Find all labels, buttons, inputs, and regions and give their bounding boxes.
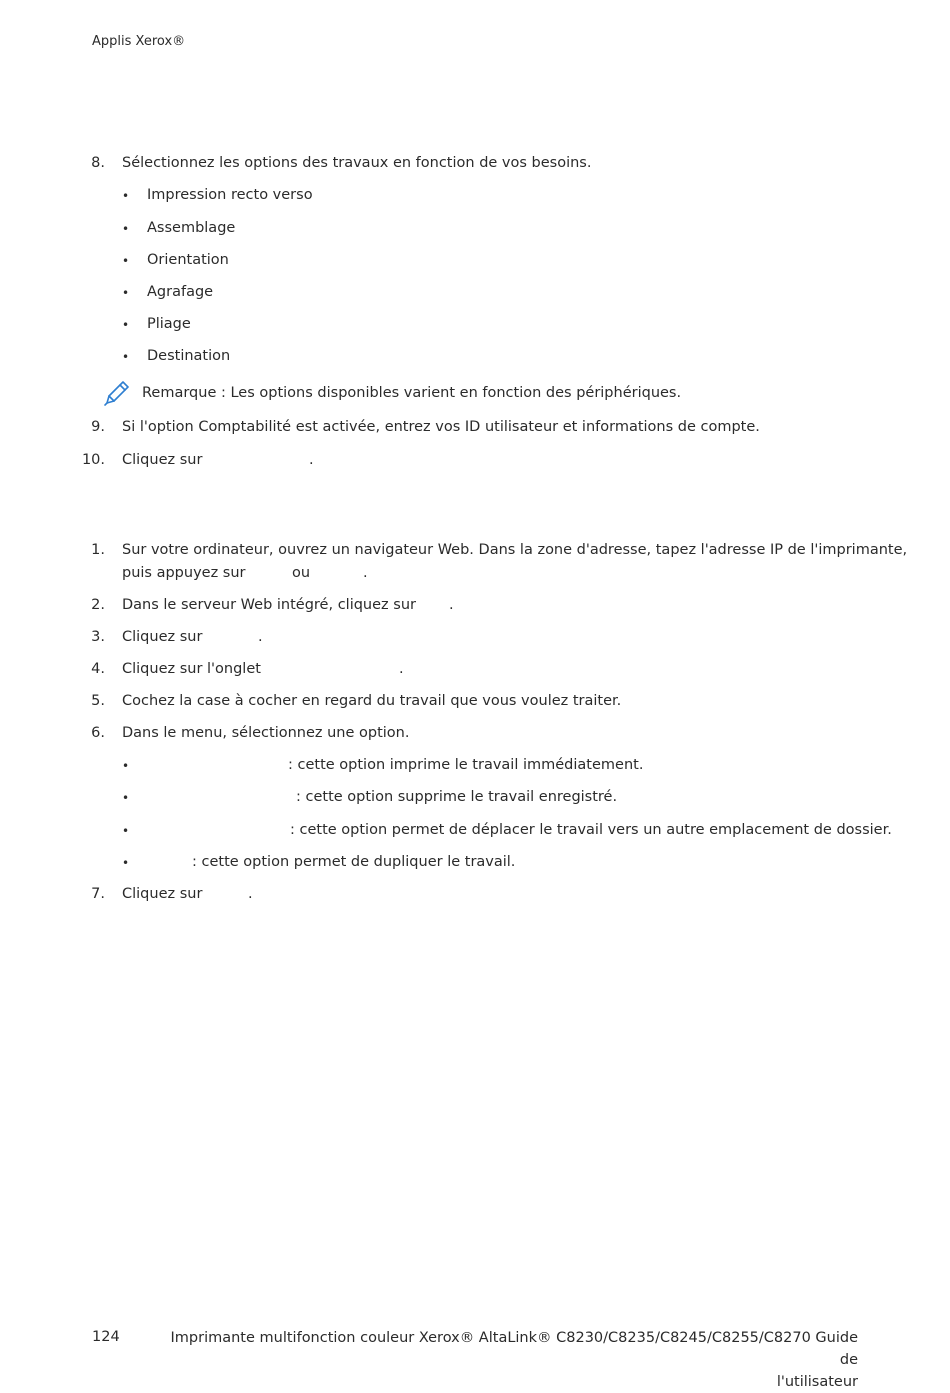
- step-text: Sur votre ordinateur, ouvrez un navigateur Web. Dans la zone d'adresse, tapez l'adresse IP de l'imprimante,: [122, 542, 908, 558]
- step-text: Si l'option Comptabilité est activée, entrez vos ID utilisateur et informations de compte.: [122, 419, 760, 435]
- step-number: 4.: [91, 661, 105, 677]
- step-text-before: Cliquez sur: [122, 886, 203, 902]
- bullet: •: [122, 189, 130, 203]
- bullet: •: [122, 350, 130, 364]
- bullet: •: [122, 759, 130, 773]
- step-text-before: Cliquez sur l'onglet: [122, 661, 261, 677]
- step-text: Cochez la case à cocher en regard du travail que vous voulez traiter.: [122, 693, 622, 709]
- step-number: 9.: [91, 419, 105, 435]
- step-number: 2.: [91, 597, 105, 613]
- bullet: •: [122, 286, 130, 300]
- bullet: •: [122, 222, 130, 236]
- step-number: 5.: [91, 693, 105, 709]
- option-item: Orientation: [147, 252, 229, 268]
- bullet: •: [122, 254, 130, 268]
- step-text-after: .: [258, 629, 263, 645]
- step-number: 8.: [91, 155, 105, 171]
- option-item: Assemblage: [147, 220, 236, 236]
- option-item: Pliage: [147, 316, 191, 332]
- step-text-after: .: [248, 886, 253, 902]
- step-text-after: .: [363, 565, 368, 581]
- step-text-before: puis appuyez sur: [122, 565, 246, 581]
- option-item: Agrafage: [147, 284, 214, 300]
- bullet: •: [122, 791, 130, 805]
- footer-title-line1: Imprimante multifonction couleur Xerox® AltaLink® C8230/C8235/C8245/C8255/C8270 Guide de: [170, 1330, 858, 1368]
- step-text-after: .: [449, 597, 454, 613]
- step-number: 1.: [91, 542, 105, 558]
- option-item: Impression recto verso: [147, 187, 313, 203]
- note-text: Remarque : Les options disponibles varient en fonction des périphériques.: [142, 385, 682, 401]
- step-text-before: Cliquez sur: [122, 629, 203, 645]
- step-text-before: Dans le serveur Web intégré, cliquez sur: [122, 597, 416, 613]
- page-number: 124: [92, 1329, 120, 1345]
- step-text-mid: ou: [292, 565, 311, 581]
- sub-option-text: : cette option permet de déplacer le travail vers un autre emplacement de dossier.: [290, 822, 892, 838]
- bullet: •: [122, 856, 130, 870]
- step-number: 3.: [91, 629, 105, 645]
- step-number: 7.: [91, 886, 105, 902]
- step-text-after: .: [309, 452, 314, 468]
- running-header: Applis Xerox®: [92, 34, 186, 49]
- sub-option-text: : cette option permet de dupliquer le travail.: [192, 854, 516, 870]
- step-text: Dans le menu, sélectionnez une option.: [122, 725, 410, 741]
- footer-title-line2: l'utilisateur: [776, 1374, 858, 1390]
- step-text-after: .: [399, 661, 404, 677]
- bullet: •: [122, 318, 130, 332]
- step-number: 10.: [81, 452, 105, 468]
- step-number: 6.: [91, 725, 105, 741]
- pencil-note-icon: [102, 378, 132, 408]
- step-text: Sélectionnez les options des travaux en fonction de vos besoins.: [122, 155, 592, 171]
- option-item: Destination: [147, 348, 231, 364]
- bullet: •: [122, 824, 130, 838]
- footer-title: [158, 1327, 858, 1393]
- sub-option-text: : cette option supprime le travail enregistré.: [296, 789, 618, 805]
- sub-option-text: : cette option imprime le travail immédiatement.: [288, 757, 644, 773]
- step-text-before: Cliquez sur: [122, 452, 203, 468]
